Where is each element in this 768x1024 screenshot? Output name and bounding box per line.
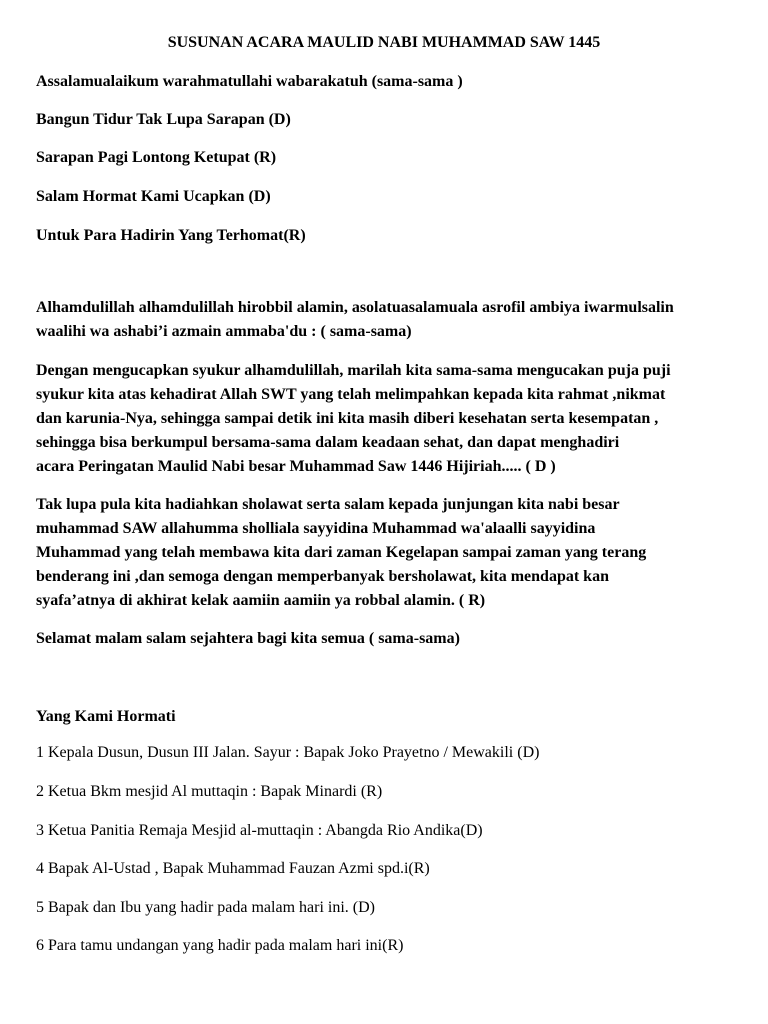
honored-list-item: 6 Para tamu undangan yang hadir pada malam hari ini(R) <box>36 937 404 954</box>
paragraph-line: waalihi wa ashabi’i azmain ammaba'du : ( sama-sama) <box>36 323 412 340</box>
opening-line: Bangun Tidur Tak Lupa Sarapan (D) <box>36 111 291 128</box>
honored-list-item: 4 Bapak Al-Ustad , Bapak Muhammad Fauzan Azmi spd.i(R) <box>36 860 430 877</box>
paragraph-line: muhammad SAW allahumma sholliala sayyidina Muhammad wa'alaalli sayyidina <box>36 520 596 537</box>
opening-line: Sarapan Pagi Lontong Ketupat (R) <box>36 149 277 166</box>
paragraph-line: Tak lupa pula kita hadiahkan sholawat serta salam kepada junjungan kita nabi besar <box>36 496 620 513</box>
paragraph-line: Alhamdulillah alhamdulillah hirobbil alamin, asolatuasalamuala asrofil ambiya iwarmulsalin <box>36 299 674 316</box>
paragraph-line: benderang ini ,dan semoga dengan memperbanyak bersholawat, kita mendapat kan <box>36 568 609 585</box>
opening-line: Assalamualaikum warahmatullahi wabarakatuh (sama-sama ) <box>36 73 463 90</box>
paragraph-line: Dengan mengucapkan syukur alhamdulillah, marilah kita sama-sama mengucakan puja puji <box>36 362 671 379</box>
paragraph-line: acara Peringatan Maulid Nabi besar Muhammad Saw 1446 Hijiriah..... ( D ) <box>36 458 556 475</box>
opening-line: Untuk Para Hadirin Yang Terhomat(R) <box>36 227 306 244</box>
paragraph-line: syukur kita atas kehadirat Allah SWT yang telah melimpahkan kepada kita rahmat ,nikmat <box>36 386 666 403</box>
paragraph-line: Muhammad yang telah membawa kita dari zaman Kegelapan sampai zaman yang terang <box>36 544 647 561</box>
paragraph-line: syafa’atnya di akhirat kelak aamiin aamiin ya robbal alamin. ( R) <box>36 592 486 609</box>
honored-heading: Yang Kami Hormati <box>36 708 176 725</box>
paragraph-line: sehingga bisa berkumpul bersama-sama dalam keadaan sehat, dan dapat menghadiri <box>36 434 620 451</box>
paragraph-line: dan karunia-Nya, sehingga sampai detik ini kita masih diberi kesehatan serta kesempatan , <box>36 410 659 427</box>
opening-line: Salam Hormat Kami Ucapkan (D) <box>36 188 271 205</box>
document-title: SUSUNAN ACARA MAULID NABI MUHAMMAD SAW 1445 <box>167 34 601 51</box>
greeting-line: Selamat malam salam sejahtera bagi kita semua ( sama-sama) <box>36 630 460 647</box>
honored-list-item: 5 Bapak dan Ibu yang hadir pada malam hari ini. (D) <box>36 899 375 916</box>
honored-list-item: 2 Ketua Bkm mesjid Al muttaqin : Bapak Minardi (R) <box>36 783 383 800</box>
honored-list-item: 3 Ketua Panitia Remaja Mesjid al-muttaqin : Abangda Rio Andika(D) <box>36 822 483 839</box>
honored-list-item: 1 Kepala Dusun, Dusun III Jalan. Sayur : Bapak Joko Prayetno / Mewakili (D) <box>36 744 540 761</box>
